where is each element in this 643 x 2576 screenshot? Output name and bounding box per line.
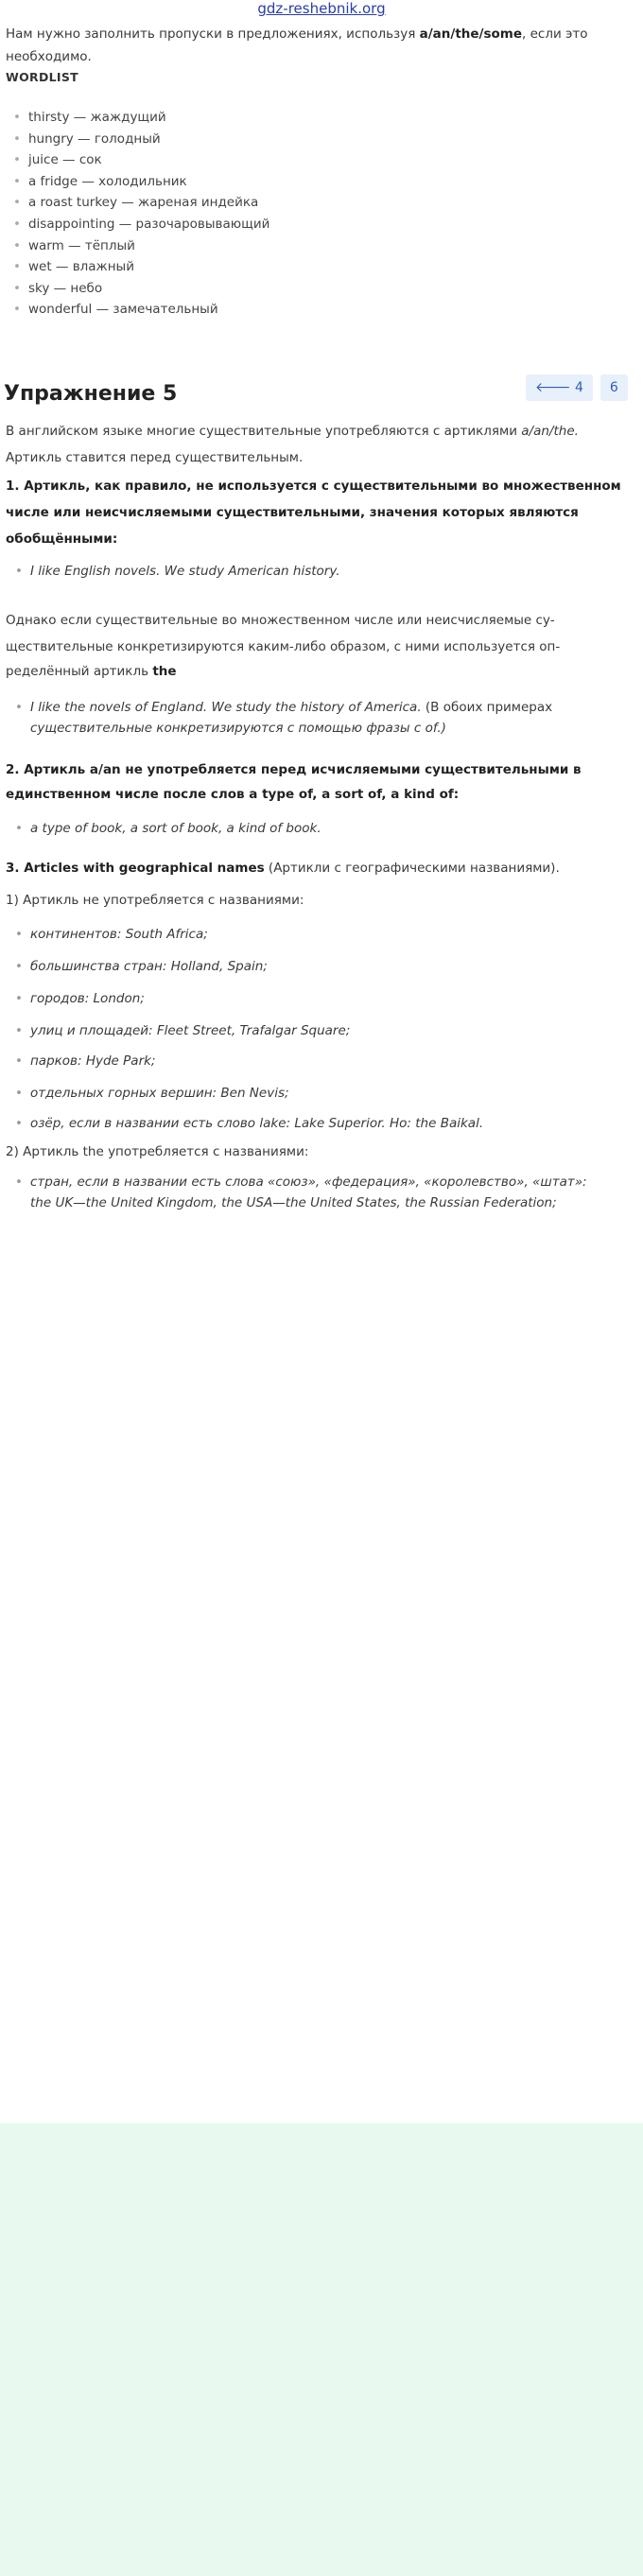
prev-exercise-button[interactable]: 🡐 4: [526, 374, 593, 401]
exercise-pager: [526, 374, 628, 401]
theory-p2-line3-text: ределённый артикль: [6, 664, 153, 679]
rule3-tail: (Артикли с географическими названиями).: [264, 861, 560, 876]
rule2-example: • a type of book, a sort of book, a kind of book.: [15, 819, 322, 839]
next-exercise-button[interactable]: 6: [600, 374, 628, 401]
p2-example-line2: существительные конкретизируются с помощью фразы с of.): [30, 721, 446, 736]
rule3: [6, 859, 637, 879]
wordlist-item: • hungry — голодный: [13, 129, 637, 150]
wordlist-item: • a roast turkey — жареная индейка: [13, 192, 637, 214]
rule1-line1: 1. Артикль, как правило, не используется с существительными во множественном: [6, 479, 621, 494]
rule2-line2: единственном числе после слов a type of, a sort of, a kind of:: [6, 787, 460, 802]
p2-example-tail: (В обоих примерах: [421, 700, 553, 715]
wordlist-item: • a fridge — холодильник: [13, 171, 637, 193]
instruction-bold: a/an/the/some: [419, 26, 523, 42]
rule3-bold: 3. Articles with geographical names: [6, 861, 265, 876]
sub1: 1) Артикль не употребляется с названиями:: [6, 893, 304, 908]
wordlist-item: • wet — влажный: [13, 256, 637, 278]
rule2-line1: 2. Артикль a/an не употребляется перед исчисляемыми существительными в: [6, 762, 582, 777]
geo-list-2-line2: the UK—the United Kingdom, the USA—the United States, the Russian Federation;: [30, 1195, 557, 1210]
geo-list-item: • улиц и площадей: Fleet Street, Trafalgar Square;: [15, 1021, 350, 1041]
wordlist: [6, 107, 637, 321]
wordlist-item: • sky — небо: [13, 278, 637, 300]
instruction-text: Нам нужно заполнить пропуски в предложениях, используя: [6, 26, 420, 42]
wordlist-item: • disappointing — разочаровывающий: [13, 214, 637, 235]
wordlist-title: WORDLIST: [6, 70, 78, 84]
instruction-line2: необходимо.: [6, 49, 92, 64]
wordlist-item: • warm — тёплый: [13, 235, 637, 257]
theory-p2-line3-bold: the: [152, 664, 177, 679]
geo-list-item: • большинства стран: Holland, Spain;: [15, 957, 268, 977]
wordlist-item: • thirsty — жаждущий: [13, 107, 637, 129]
sub2: 2) Артикль the употребляется с названиями:: [6, 1144, 309, 1159]
answers-highlight-block: [0, 2123, 643, 2576]
p2-example-ital: I like the novels of England. We study the history of America.: [29, 700, 422, 715]
rule1-example: • I like English novels. We study American history.: [15, 562, 340, 582]
instruction-tail: , если это: [522, 26, 588, 42]
rule1-line3: обобщёнными:: [6, 531, 118, 547]
theory-p1-line2: Артикль ставится перед существительным.: [6, 450, 304, 465]
wordlist-item: • wonderful — замечательный: [13, 299, 637, 321]
geo-list-2-line1: • стран, если в названии есть слова «союз», «федерация», «королевство», «штат»:: [15, 1173, 587, 1192]
geo-list-item: • континентов: South Africa;: [15, 925, 208, 945]
theory-p1: [6, 422, 637, 442]
geo-list-item: • городов: London;: [15, 989, 145, 1009]
rule1-line2: числе или неисчисляемыми существительными, значения которых являются: [6, 505, 579, 520]
instruction: [6, 25, 637, 44]
geo-list-item: • озёр, если в названии есть слово lake: Lake Superior. Но: the Baikal.: [15, 1114, 483, 1134]
wordlist-item: • juice — сок: [13, 149, 637, 171]
geo-list-item: • отдельных горных вершин: Ben Nevis;: [15, 1084, 289, 1104]
site-header-link[interactable]: gdz-reshebnik.org: [257, 0, 386, 17]
theory-p2-line1: Однако если существительные во множественном числе или неисчисляемые су-: [6, 613, 555, 628]
theory-p2-line2: ществительные конкретизируются каким-либо образом, с ними используется оп-: [6, 639, 561, 654]
theory-p1-text: В английском языке многие существительные употребляются с артиклями: [6, 424, 522, 439]
exercise-title: Упражнение 5: [4, 382, 178, 406]
theory-p2-line3: [6, 662, 637, 682]
geo-list-item: • парков: Hyde Park;: [15, 1052, 155, 1071]
theory-p1-ital: a/an/the.: [521, 424, 579, 439]
p2-example-line1: [15, 698, 552, 718]
